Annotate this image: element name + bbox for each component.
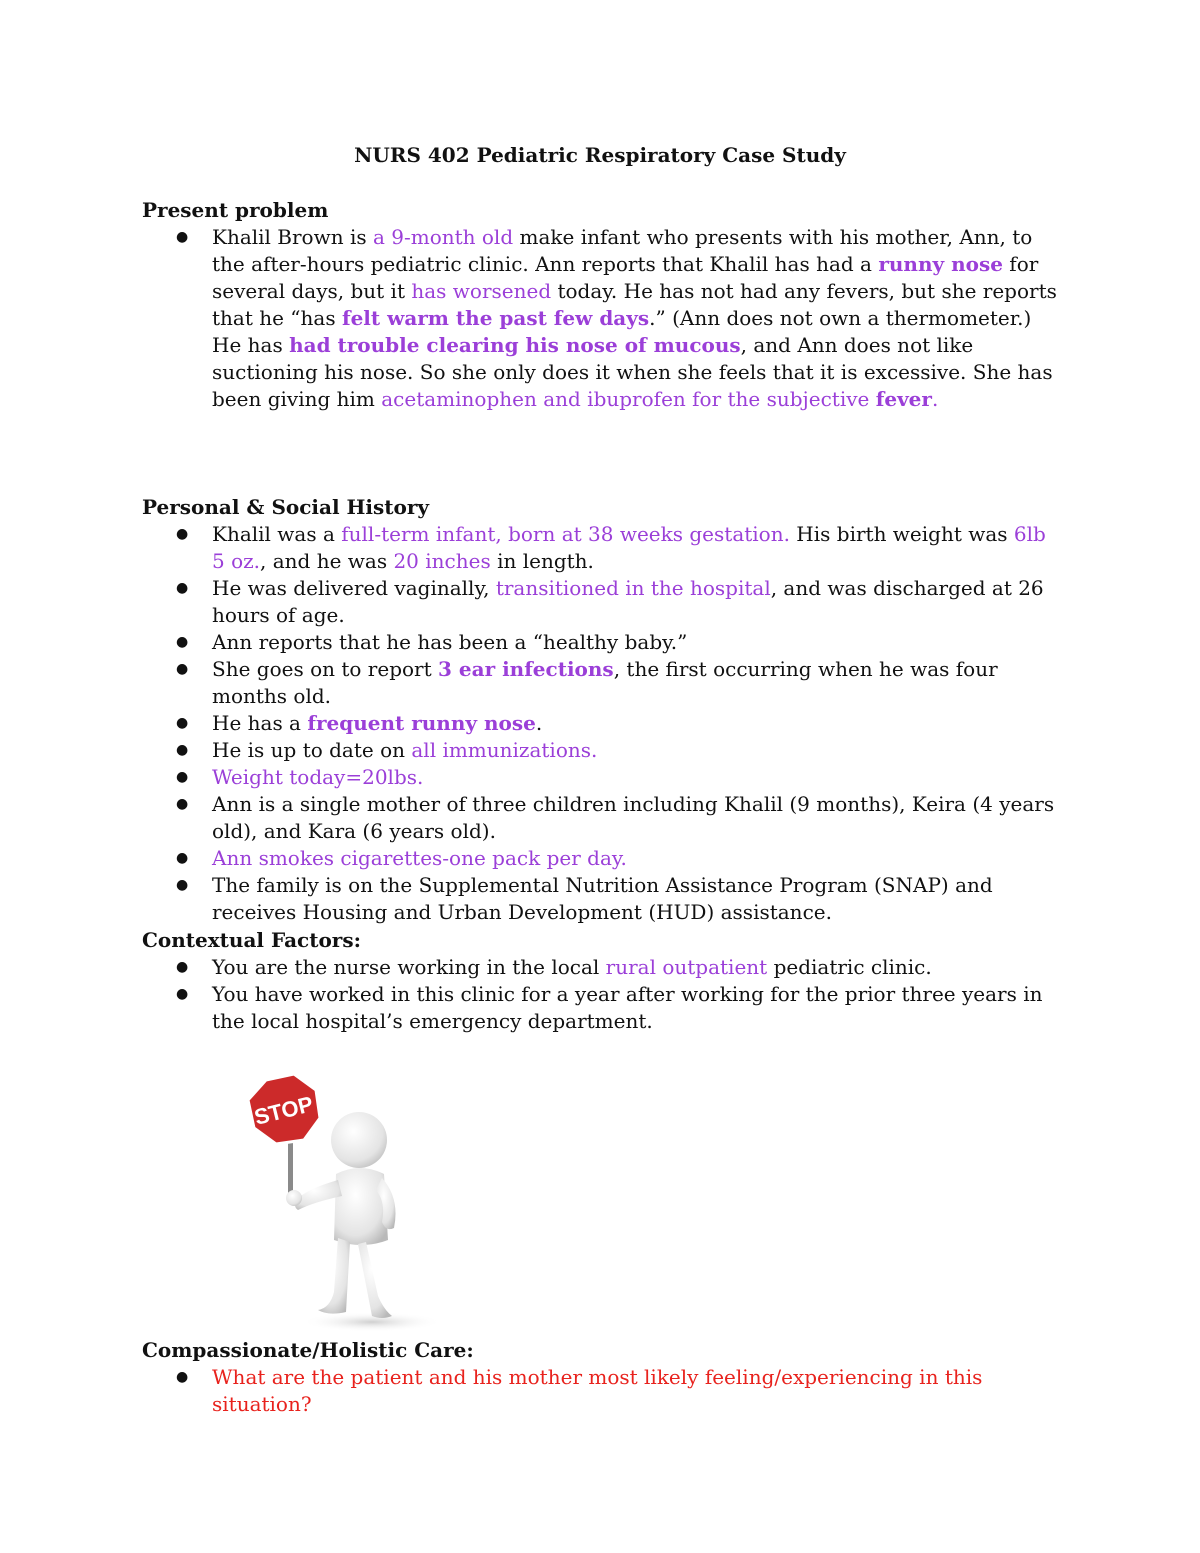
bullet-icon: ● — [176, 526, 189, 542]
text-run: make infant who presents with his mother, Ann, to the after-hours pediatric clinic. Ann reports that Khalil has had a — [212, 225, 1033, 276]
list-item — [142, 764, 1062, 791]
bullet-list — [142, 521, 1062, 926]
text-run: for several days, but it — [212, 252, 1039, 303]
text-run: , and he was — [260, 549, 394, 573]
bullet-list — [142, 1364, 1062, 1418]
list-item — [142, 872, 1062, 926]
text-run: Ann is a single mother of three children including Khalil (9 months), Keira (4 years old), and Kara (6 years old). — [212, 792, 1055, 843]
list-item-text — [212, 576, 1044, 627]
list-item-text — [212, 873, 993, 924]
list-item-text — [212, 982, 1043, 1033]
text-run: Ann smokes cigarettes-one pack per day. — [212, 846, 627, 870]
text-run: Khalil was a — [212, 522, 342, 546]
bullet-icon: ● — [176, 1369, 189, 1385]
list-item-text — [212, 792, 1054, 843]
section-contextual-factors — [142, 927, 1062, 1035]
list-item-text — [212, 711, 542, 735]
section-present-problem — [142, 197, 1062, 413]
list-item-text — [212, 630, 687, 654]
bullet-icon: ● — [176, 769, 189, 785]
text-run: Weight today=20lbs. — [212, 765, 424, 789]
list-item-text — [212, 955, 932, 979]
bullet-icon: ● — [176, 229, 189, 245]
text-run: pediatric clinic. — [767, 955, 932, 979]
section-heading: Compassionate/Holistic Care: — [142, 1338, 474, 1362]
bullet-icon: ● — [176, 742, 189, 758]
text-run: You are the nurse working in the local — [212, 955, 606, 979]
text-run: runny nose — [878, 252, 1003, 276]
text-run: . — [931, 387, 939, 411]
list-item — [142, 954, 1062, 981]
list-item — [142, 575, 1062, 629]
list-item — [142, 521, 1062, 575]
stop-sign-text: STOP — [251, 1091, 316, 1130]
list-item-text — [212, 738, 597, 762]
bullet-list — [142, 224, 1062, 413]
stop-sign-figure-image — [232, 1070, 442, 1340]
list-item-text — [212, 657, 998, 708]
text-run: The family is on the Supplemental Nutrition Assistance Program (SNAP) and receives Housing and Urban Development (HUD) assistance. — [212, 873, 993, 924]
list-item — [142, 845, 1062, 872]
bullet-icon: ● — [176, 850, 189, 866]
list-item-text — [212, 522, 1046, 573]
list-item-text — [212, 225, 1057, 411]
text-run: has worsened — [411, 279, 552, 303]
list-item — [142, 629, 1062, 656]
text-run: .” (Ann does not own a thermometer.) He has — [212, 306, 1032, 357]
text-run: 6lb 5 oz. — [212, 522, 1046, 573]
text-run: His birth weight was — [789, 522, 1014, 546]
text-run: You have worked in this clinic for a year after working for the prior three years in the local hospital’s emergency department. — [212, 982, 1043, 1033]
text-run: in length. — [490, 549, 594, 573]
list-item — [142, 791, 1062, 845]
section-compassionate-holistic-care — [142, 1337, 1062, 1418]
text-run: What are the patient and his mother most likely feeling/experiencing in this situation? — [212, 1365, 983, 1416]
bullet-icon: ● — [176, 959, 189, 975]
text-run: He was delivered vaginally, — [212, 576, 496, 600]
text-run: , and was discharged at 26 hours of age. — [212, 576, 1044, 627]
text-run: felt warm the past few days — [341, 306, 650, 330]
figure-head — [331, 1112, 387, 1168]
list-item — [142, 737, 1062, 764]
list-item — [142, 981, 1062, 1035]
bullet-icon: ● — [176, 580, 189, 596]
text-run: , the first occurring when he was four months old. — [212, 657, 998, 708]
section-heading: Present problem — [142, 198, 329, 222]
text-run: 3 ear infections — [438, 657, 614, 681]
text-run: acetaminophen and ibuprofen for the subjective — [381, 387, 876, 411]
text-run: 20 inches — [393, 549, 491, 573]
document-title: NURS 402 Pediatric Respiratory Case Study — [354, 143, 846, 167]
text-run: rural outpatient — [605, 955, 768, 979]
text-run: fever — [875, 387, 932, 411]
text-run: He is up to date on — [212, 738, 412, 762]
text-run: today. He has not had any fevers, but she reports that he “has — [212, 279, 1057, 330]
text-run: Khalil Brown is — [212, 225, 373, 249]
text-run: frequent runny nose — [307, 711, 536, 735]
bullet-icon: ● — [176, 715, 189, 731]
bullet-icon: ● — [176, 661, 189, 677]
list-item — [142, 224, 1062, 413]
list-item-text — [212, 846, 627, 870]
list-item-text — [212, 1365, 982, 1416]
section-heading: Contextual Factors: — [142, 928, 361, 952]
text-run: She goes on to report — [212, 657, 438, 681]
list-item — [142, 1364, 1062, 1418]
list-item — [142, 656, 1062, 710]
bullet-icon: ● — [176, 634, 189, 650]
text-run: . — [535, 711, 543, 735]
text-run: transitioned in the hospital — [495, 576, 771, 600]
bullet-icon: ● — [176, 796, 189, 812]
text-run: all immunizations. — [411, 738, 598, 762]
text-run: had trouble clearing his nose of mucous — [289, 333, 741, 357]
section-personal-social-history — [142, 494, 1062, 926]
bullet-icon: ● — [176, 986, 189, 1002]
text-run: Ann reports that he has been a “healthy baby.” — [212, 630, 688, 654]
section-heading: Personal & Social History — [142, 495, 430, 519]
bullet-icon: ● — [176, 877, 189, 893]
figure-torso — [334, 1168, 388, 1245]
bullet-list — [142, 954, 1062, 1035]
list-item — [142, 710, 1062, 737]
text-run: , and Ann does not like suctioning his nose. So she only does it when she feels that it is excessive. She has been giving him — [212, 333, 1053, 411]
text-run: He has a — [212, 711, 308, 735]
text-run: full-term infant, born at 38 weeks gestation. — [341, 522, 790, 546]
text-run: a 9-month old — [372, 225, 514, 249]
list-item-text — [212, 765, 423, 789]
